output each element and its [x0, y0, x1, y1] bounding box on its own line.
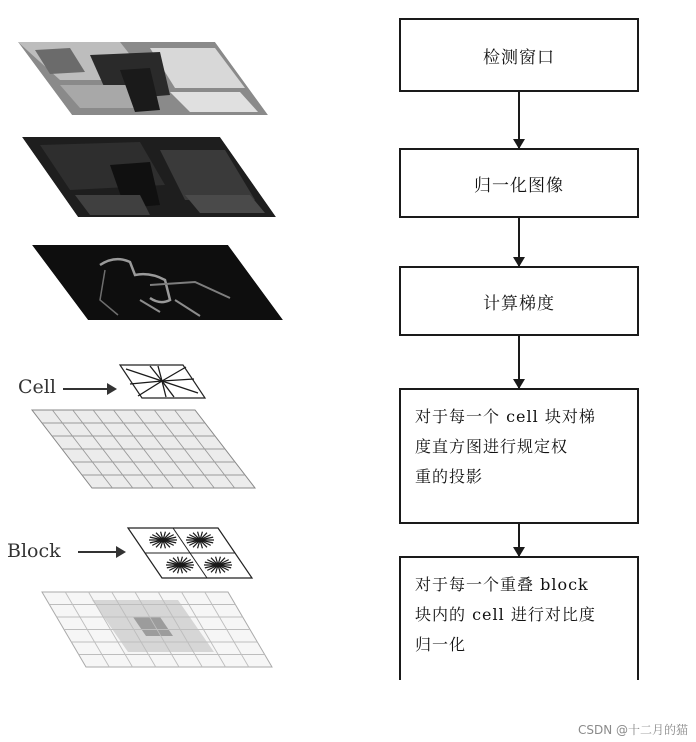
flow-arrow: [518, 92, 520, 148]
step-line: 块内的 cell 进行对比度: [415, 605, 596, 624]
hog-flowchart: [380, 0, 696, 690]
step-line: 对于每一个 cell 块对梯: [415, 407, 596, 426]
step-line: 对于每一个重叠 block: [415, 575, 589, 594]
block-label: Block: [7, 540, 61, 562]
step-block-normalization: [399, 556, 639, 680]
cell-grid: [32, 410, 255, 488]
step-line: 重的投影: [415, 467, 484, 486]
illustration-canvas: [0, 0, 360, 690]
step-label: 归一化图像: [474, 175, 564, 196]
cell-orientation-bins: [120, 365, 205, 398]
watermark: CSDN @十二月的猫: [577, 723, 688, 737]
hog-illustration: [0, 0, 360, 690]
step-cell-histogram: [399, 388, 639, 524]
step-label: 计算梯度: [483, 293, 555, 314]
cell-label: Cell: [18, 376, 56, 398]
step-normalize-image: [399, 148, 639, 218]
step-line: 度直方图进行规定权: [415, 437, 569, 456]
flow-arrow: [518, 218, 520, 266]
step-line: 归一化: [415, 635, 467, 654]
normalized-image-layer: [22, 137, 276, 217]
block-grid: [42, 592, 272, 667]
step-detection-window: [399, 18, 639, 92]
detection-window-layer: [18, 42, 268, 115]
block-pointer-arrow: [78, 551, 124, 553]
flow-arrow: [518, 524, 520, 556]
cell-pointer-arrow: [63, 388, 115, 390]
block-orientation-bins: [128, 528, 252, 578]
flow-arrow: [518, 336, 520, 388]
step-label: 检测窗口: [483, 47, 555, 68]
step-compute-gradient: [399, 266, 639, 336]
gradient-layer: [32, 245, 283, 320]
